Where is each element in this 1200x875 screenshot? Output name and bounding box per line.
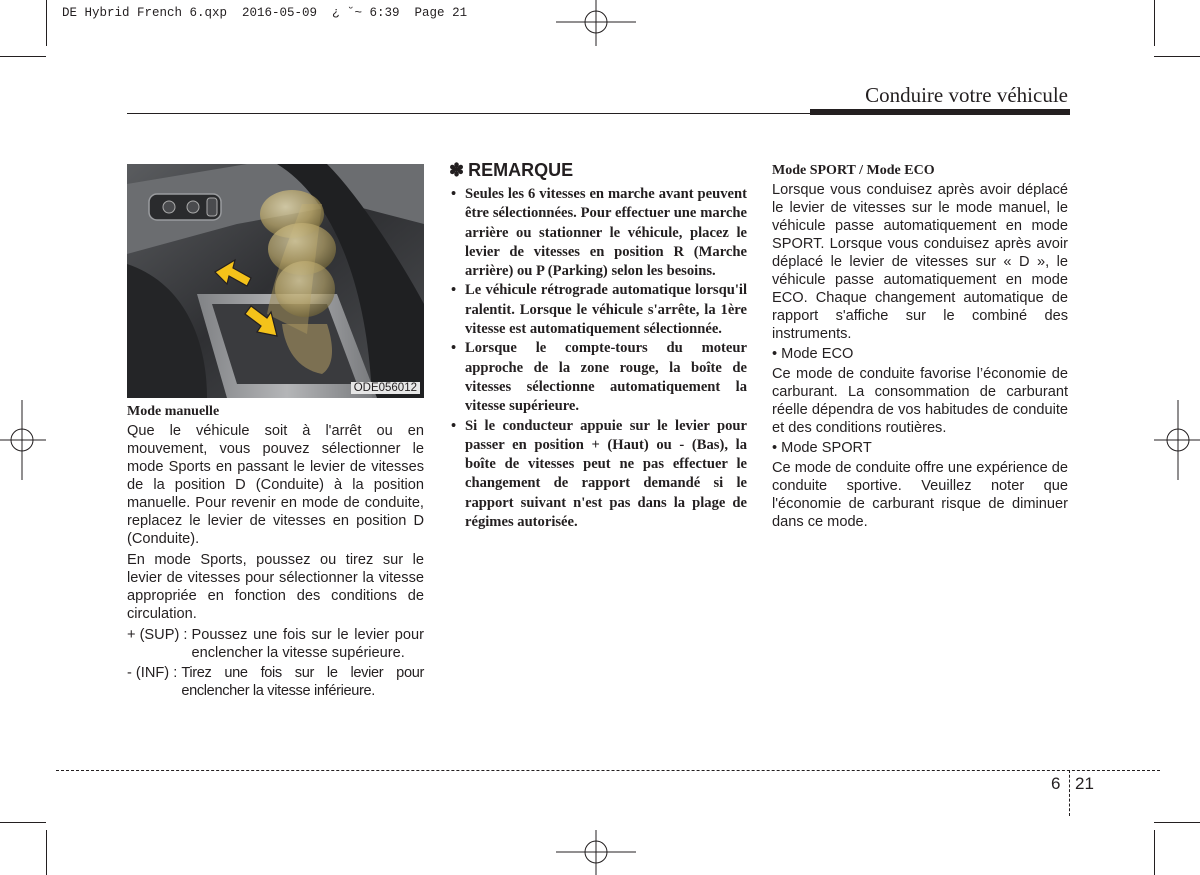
definition-text: Tirez une fois sur le levier pour enclencher la vitesse inférieure. xyxy=(181,665,424,699)
remarque-title: REMARQUE xyxy=(468,160,574,180)
crop-mark-bottom-right-h xyxy=(1154,822,1200,823)
manual-mode-paragraph: En mode Sports, poussez ou tirez sur le levier de vitesses pour sélectionner la vitesse appropriée en fonction des conditions de circulation. xyxy=(127,552,424,622)
sport-eco-section xyxy=(772,162,1068,533)
list-item: • Si le conducteur appuie sur le levier pour passer en position + (Haut) ou - (Bas), la boîte de vitesses peut ne pas effectuer le changement de rapport demandé si le rapport suivant n'est pas dans la plage de régimes autorisée. xyxy=(451,417,747,531)
registration-mark-left xyxy=(0,400,46,480)
definition-term: - (INF) : xyxy=(127,665,182,681)
remarque-list xyxy=(449,185,747,532)
gear-shift-illustration xyxy=(127,164,424,398)
registration-mark-bottom xyxy=(556,830,636,875)
definition-inf xyxy=(127,664,424,700)
list-item: • Seules les 6 vitesses en marche avant peuvent être sélectionnées. Pour effectuer une marche arrière ou stationner le véhicule, placez le levier de vitesses en position R (Marche arrière) ou P (Parking) selon les besoins. xyxy=(451,186,747,280)
sport-eco-intro: Lorsque vous conduisez après avoir déplacé le levier de vitesses sur le mode manuel, le véhicule passe automatiquement en mode SPORT. Lorsque vous conduisez après avoir déplacé le levier de vitesses sur « D », le véhicule passe automatiquement en mode ECO. Chaque changement automatique de rapport s'affiche sur le combiné des instruments. xyxy=(772,182,1068,342)
crop-mark-top-left-h xyxy=(0,56,46,57)
sport-eco-heading: Mode SPORT / Mode ECO xyxy=(772,163,935,178)
crop-mark-top-right-h xyxy=(1154,56,1200,57)
crop-mark-bottom-left-v xyxy=(46,830,47,875)
remarque-section xyxy=(449,160,747,532)
bullet-icon: • xyxy=(451,340,457,357)
crop-mark-bottom-right-v xyxy=(1154,830,1155,875)
crop-mark-top-left-v xyxy=(46,0,47,46)
bullet-icon: • xyxy=(451,417,457,434)
crop-mark-top-right-v xyxy=(1154,0,1155,46)
manual-mode-section xyxy=(127,403,424,702)
footer-divider xyxy=(1069,770,1070,816)
definition-sup xyxy=(127,626,424,662)
header-rule-accent xyxy=(810,109,1070,115)
crop-mark-bottom-left-h xyxy=(0,822,46,823)
section-title: Conduire votre véhicule xyxy=(865,83,1068,107)
gear-shift-figure xyxy=(127,164,424,398)
chapter-number: 6 xyxy=(1051,774,1061,793)
bullet-icon: • xyxy=(451,186,457,202)
print-header: DE Hybrid French 6.qxp 2016-05-09 ¿ ˘~ 6:39 Page 21 xyxy=(62,6,468,20)
sport-mode-text: Ce mode de conduite offre une expérience de conduite sportive. Veuillez noter que l'économie de carburant risque de diminuer dans ce mode. xyxy=(772,460,1068,530)
sport-mode-label: • Mode SPORT xyxy=(772,440,872,456)
definition-text: Poussez une fois sur le levier pour enclencher la vitesse supérieure. xyxy=(191,627,424,661)
footer-rule xyxy=(56,770,1160,771)
figure-code: ODE056012 xyxy=(351,382,420,394)
eco-mode-text: Ce mode de conduite favorise l’économie de carburant. La consommation de carburant réelle dépendra de vos habitudes de conduite et des conditions routières. xyxy=(772,366,1068,436)
remarque-heading xyxy=(449,160,747,181)
list-item: • Le véhicule rétrograde automatique lorsqu'il ralentit. Lorsque le véhicule s'arrête, la 1ère vitesse est automatiquement sélectionnée. xyxy=(451,282,747,338)
header-rule xyxy=(127,113,812,114)
manual-mode-paragraph: Que le véhicule soit à l'arrêt ou en mouvement, vous pouvez sélectionner le mode Sports en passant le levier de vitesses de la position D (Conduite) à la position manuelle. Pour revenir en mode de conduite, replacez le levier de vitesses en position D (Conduite). xyxy=(127,423,424,547)
list-item: • Lorsque le compte-tours du moteur approche de la zone rouge, la boîte de vitesses sélectionne automatiquement la vitesse supérieure. xyxy=(451,340,747,415)
registration-mark-right xyxy=(1154,400,1200,480)
page-number: 21 xyxy=(1075,774,1094,793)
definition-term: + (SUP) : xyxy=(127,627,192,643)
registration-mark-top xyxy=(556,0,636,46)
bullet-icon: • xyxy=(451,282,457,299)
eco-mode-label: • Mode ECO xyxy=(772,346,854,362)
asterisk-icon: ✽ xyxy=(449,160,465,180)
manual-mode-heading: Mode manuelle xyxy=(127,404,220,419)
